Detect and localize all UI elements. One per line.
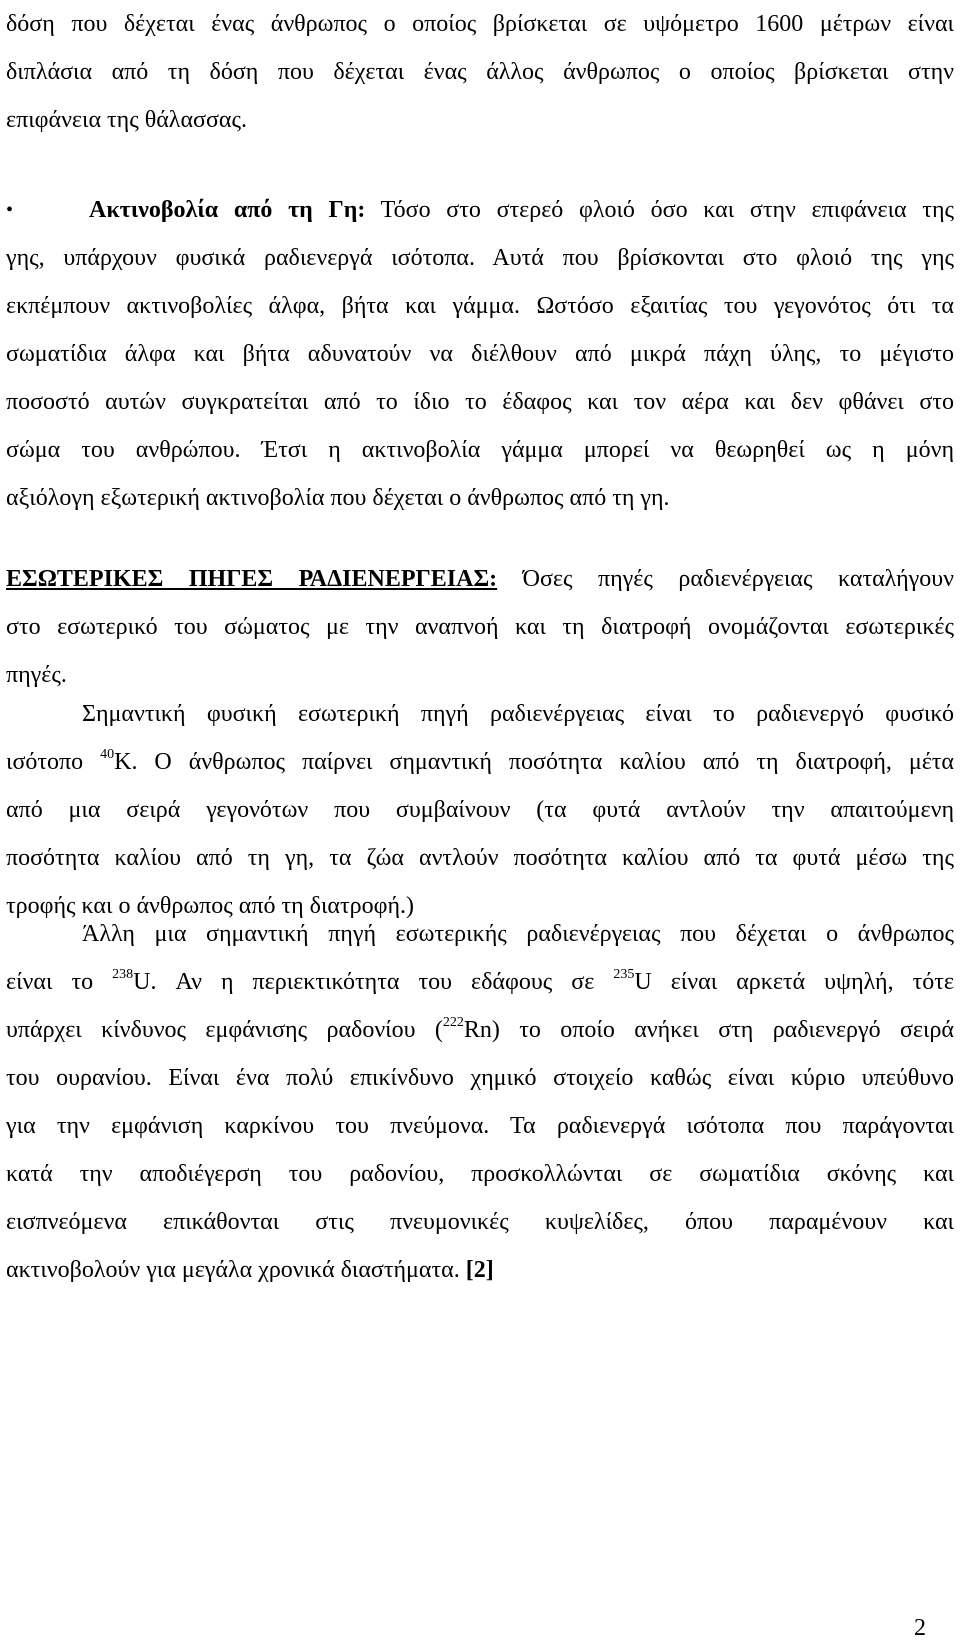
paragraph-line: επιφάνεια της θάλασσας. bbox=[6, 107, 247, 133]
top-paragraph bbox=[6, 0, 954, 144]
paragraph-line: σώμα του ανθρώπου. Έτσι η ακτινοβολία γάμμα μπορεί να θεωρηθεί ως η μόνη bbox=[6, 437, 954, 463]
paragraph-line: στο εσωτερικό του σώματος με την αναπνοή και τη διατροφή ονομάζονται εσωτερικές bbox=[6, 614, 954, 640]
text-segment: είναι το bbox=[6, 969, 113, 995]
paragraph-line: αξιόλογη εξωτερική ακτινοβολία που δέχεται ο άνθρωπος από τη γη. bbox=[6, 485, 670, 511]
paragraph-line: Σημαντική φυσική εσωτερική πηγή ραδιενέργειας είναι το ραδιενεργό φυσικό bbox=[82, 701, 954, 727]
text-segment: ισότοπο bbox=[6, 749, 101, 775]
text-segment: ακτινοβολούν για μεγάλα χρονικά διαστήματα. bbox=[6, 1257, 466, 1283]
bullet-first-line bbox=[6, 186, 954, 234]
uranium-isotope-line bbox=[6, 958, 954, 1006]
paragraph-line: κατά την αποδιέγερση του ραδονίου, προσκολλώνται σε σωματίδια σκόνης και bbox=[6, 1161, 954, 1187]
text-segment: K. Ο άνθρωπος παίρνει σημαντική ποσότητα καλίου από τη διατροφή, μέτα bbox=[114, 749, 955, 775]
paragraph-line: για την εμφάνιση καρκίνου του πνεύμονα. Τα ραδιενεργά ισότοπα που παράγονται bbox=[6, 1113, 954, 1139]
bullet-icon: • bbox=[6, 199, 14, 221]
text-segment: Rn) το οποίο ανήκει στη ραδιενεργό σειρά bbox=[463, 1017, 954, 1043]
radon-isotope-line bbox=[6, 1006, 954, 1054]
uranium-paragraph bbox=[6, 910, 954, 1294]
isotope-mass-number: 238 bbox=[112, 967, 134, 982]
section-heading: ΕΣΩΤΕΡΙΚΕΣ ΠΗΓΕΣ ΡΑΔΙΕΝΕΡΓΕΙΑΣ: bbox=[6, 566, 498, 592]
paragraph-line: γης, υπάρχουν φυσικά ραδιενεργά ισότοπα. Αυτά που βρίσκονται στο φλοιό της γης bbox=[6, 245, 954, 271]
isotope-mass-number: 40 bbox=[100, 747, 115, 762]
last-line bbox=[6, 1246, 954, 1294]
bullet-earth-radiation bbox=[6, 186, 954, 522]
potassium-paragraph bbox=[6, 690, 954, 930]
paragraph-line: εισπνεόμενα επικάθονται στις πνευμονικές κυψελίδες, όπου παραμένουν και bbox=[6, 1209, 954, 1235]
bullet-heading: Ακτινοβολία από τη Γη: bbox=[89, 197, 366, 223]
paragraph-line: ποσότητα καλίου από τη γη, τα ζώα αντλούν ποσότητα καλίου από τα φυτά μέσω της bbox=[6, 845, 954, 871]
paragraph-line: πηγές. bbox=[6, 662, 67, 688]
paragraph-line: εκπέμπουν ακτινοβολίες άλφα, βήτα και γάμμα. Ωστόσο εξαιτίας του γεγονότος ότι τα bbox=[6, 293, 954, 319]
paragraph-line: Άλλη μια σημαντική πηγή εσωτερικής ραδιενέργειας που δέχεται ο άνθρωπος bbox=[82, 921, 954, 947]
isotope-mass-number: 222 bbox=[442, 1015, 464, 1030]
text-segment: U. Αν η περιεκτικότητα του εδάφους σε bbox=[133, 969, 614, 995]
section-first-line-text: Όσες πηγές ραδιενέργειας καταλήγουν bbox=[497, 566, 954, 592]
paragraph-line: τροφής και ο άνθρωπος από τη διατροφή.) bbox=[6, 893, 414, 919]
potassium-isotope-line bbox=[6, 738, 954, 786]
paragraph-line: διπλάσια από τη δόση που δέχεται ένας άλλος άνθρωπος ο οποίος βρίσκεται στην bbox=[6, 59, 954, 85]
isotope-mass-number: 235 bbox=[613, 967, 635, 982]
internal-sources-paragraph bbox=[6, 555, 954, 699]
internal-sources-first-line bbox=[6, 555, 954, 603]
text-segment: υπάρχει κίνδυνος εμφάνισης ραδονίου ( bbox=[6, 1017, 443, 1043]
paragraph-line: ποσοστό αυτών συγκρατείται από το ίδιο το έδαφος και τον αέρα και δεν φθάνει στο bbox=[6, 389, 954, 415]
paragraph-line: από μια σειρά γεγονότων που συμβαίνουν (τα φυτά αντλούν την απαιτούμενη bbox=[6, 797, 954, 823]
paragraph-line: του ουρανίου. Είναι ένα πολύ επικίνδυνο χημικό στοιχείο καθώς είναι κύριο υπεύθυνο bbox=[6, 1065, 954, 1091]
text-segment: U είναι αρκετά υψηλή, τότε bbox=[634, 969, 955, 995]
paragraph-line: δόση που δέχεται ένας άνθρωπος ο οποίος βρίσκεται σε υψόμετρο 1600 μέτρων είναι bbox=[6, 11, 954, 37]
bullet-first-line-text: Τόσο στο στερεό φλοιό όσο και στην επιφάνεια της bbox=[365, 197, 954, 223]
citation-reference: [2] bbox=[465, 1257, 494, 1283]
paragraph-line: σωματίδια άλφα και βήτα αδυνατούν να διέλθουν από μικρά πάχη ύλης, το μέγιστο bbox=[6, 341, 954, 367]
page-number: 2 bbox=[914, 1615, 926, 1641]
